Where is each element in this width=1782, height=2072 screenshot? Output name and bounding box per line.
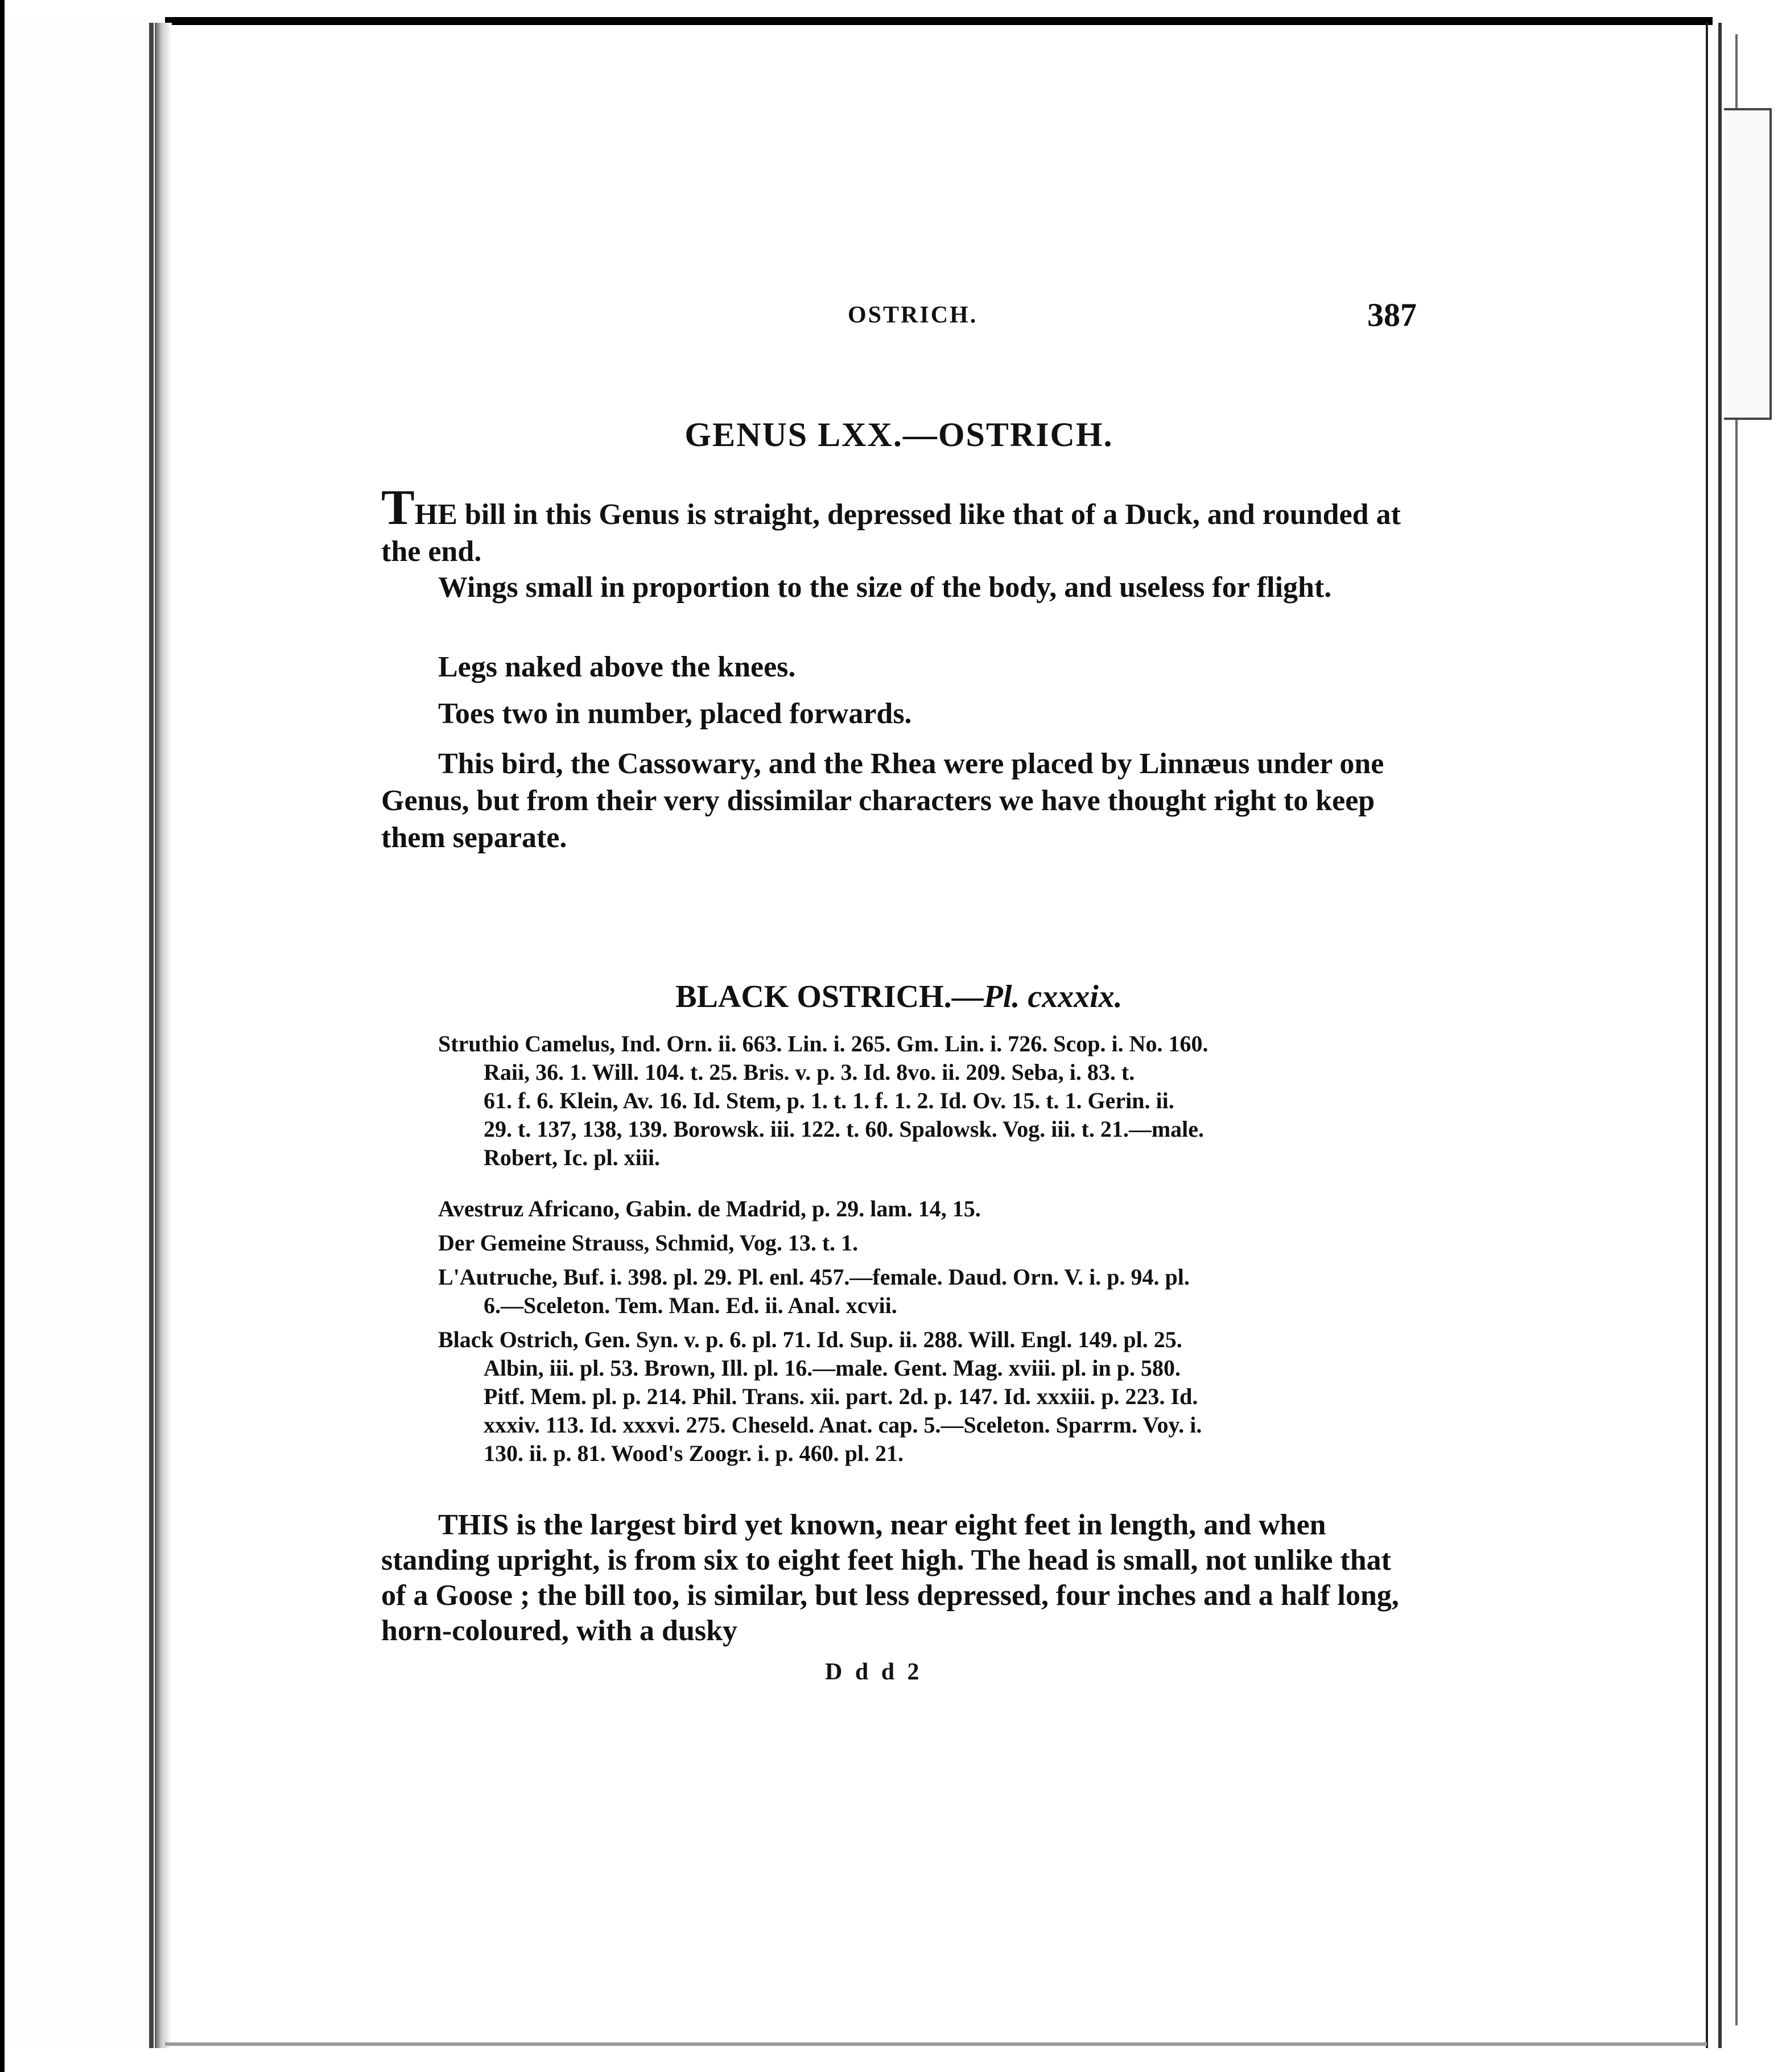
gutter-shadow [155,23,172,2048]
synonymy-line: Robert, Ic. pl. xiii. [484,1145,660,1170]
scan-border-left [0,0,5,2072]
genus-paragraph-bill-text: HE bill in this Genus is straight, depressed like that of a Duck, and rounded at the end. [381,498,1401,568]
species-heading-name: BLACK OSTRICH.— [675,979,984,1014]
genus-paragraph-legs: Legs naked above the knees. [438,651,796,683]
page-number: 387 [1367,296,1417,333]
genus-heading: GENUS LXX.—OSTRICH. [684,416,1113,453]
genus-paragraph-toes: Toes two in number, placed forwards. [438,697,912,730]
running-head [381,296,1417,347]
bottom-page-edge [165,2042,1707,2046]
synonymy-line: Der Gemeine Strauss, Schmid, Vog. 13. t. 1. [438,1230,859,1256]
synonymy-line: Struthio Camelus, Ind. Orn. ii. 663. Lin. i. 265. Gm. Lin. i. 726. Scop. i. No. 160. [438,1031,1208,1056]
synonymy-line: Avestruz Africano, Gabin. de Madrid, p. 29. lam. 14, 15. [438,1196,981,1221]
synonymy-line: Pitf. Mem. pl. p. 214. Phil. Trans. xii. part. 2d. p. 147. Id. xxxiii. p. 223. Id. [484,1384,1198,1409]
species-description: THIS is the largest bird yet known, near eight feet in length, and when standing upright, is from six to eight feet high. The head is small, not unlike that of a Goose ; the bill too, is similar, but less depressed, four inches and a half long, horn-coloured, with a dusky [381,1509,1399,1647]
synonymy-entry [438,1229,1405,1257]
synonymy-line: Albin, iii. pl. 53. Brown, Ill. pl. 16.—male. Gent. Mag. xviii. pl. in p. 580. [484,1355,1181,1381]
right-page-edge-2 [1718,23,1722,2048]
synonymy-line: Raii, 36. 1. Will. 104. t. 25. Bris. v. p. 3. Id. 8vo. ii. 209. Seba, i. 83. t. [484,1059,1135,1085]
synonymy-line: 29. t. 137, 138, 139. Borowsk. iii. 122. t. 60. Spalowsk. Vog. iii. t. 21.—male. [484,1116,1204,1142]
genus-paragraph-bill [381,480,1405,570]
synonymy-entry [438,1195,1405,1223]
synonymy-line: 6.—Sceleton. Tem. Man. Ed. ii. Anal. xcvii. [484,1293,897,1318]
species-heading [381,979,1417,1015]
page-tab-edge [1724,108,1772,420]
synonymy-entry [438,1263,1405,1320]
right-page-edge [1706,23,1708,2048]
scan-border-top [165,17,1713,25]
synonymy-entry [438,1030,1405,1172]
left-page-leaf [5,23,163,2048]
drop-cap: T [381,480,415,535]
synonymy-entry [438,1326,1405,1468]
left-page-edge [149,23,154,2048]
signature-mark: D d d 2 [825,1659,923,1685]
synonymy-line: 61. f. 6. Klein, Av. 16. Id. Stem, p. 1. t. 1. f. 1. 2. Id. Ov. 15. t. 1. Gerin. ii. [484,1088,1174,1113]
synonymy-line: xxxiv. 113. Id. xxxvi. 275. Cheseld. Anat. cap. 5.—Sceleton. Sparrm. Voy. i. [484,1412,1202,1438]
running-head-title: OSTRICH. [848,302,978,328]
genus-paragraph-remarks: This bird, the Cassowary, and the Rhea were placed by Linnæus under one Genus, but from their very dissimilar characters we have thought right to keep them separate. [381,748,1384,854]
synonymy-line: L'Autruche, Buf. i. 398. pl. 29. Pl. enl. 457.—female. Daud. Orn. V. i. p. 94. pl. [438,1264,1190,1290]
genus-paragraph-wings: Wings small in proportion to the size of the body, and useless for flight. [438,571,1332,604]
synonymy-line: Black Ostrich, Gen. Syn. v. p. 6. pl. 71. Id. Sup. ii. 288. Will. Engl. 149. pl. 25. [438,1327,1182,1352]
synonymy-line: 130. ii. p. 81. Wood's Zoogr. i. p. 460. pl. 21. [484,1441,904,1466]
species-plate-ref: Pl. cxxxix. [983,979,1123,1014]
